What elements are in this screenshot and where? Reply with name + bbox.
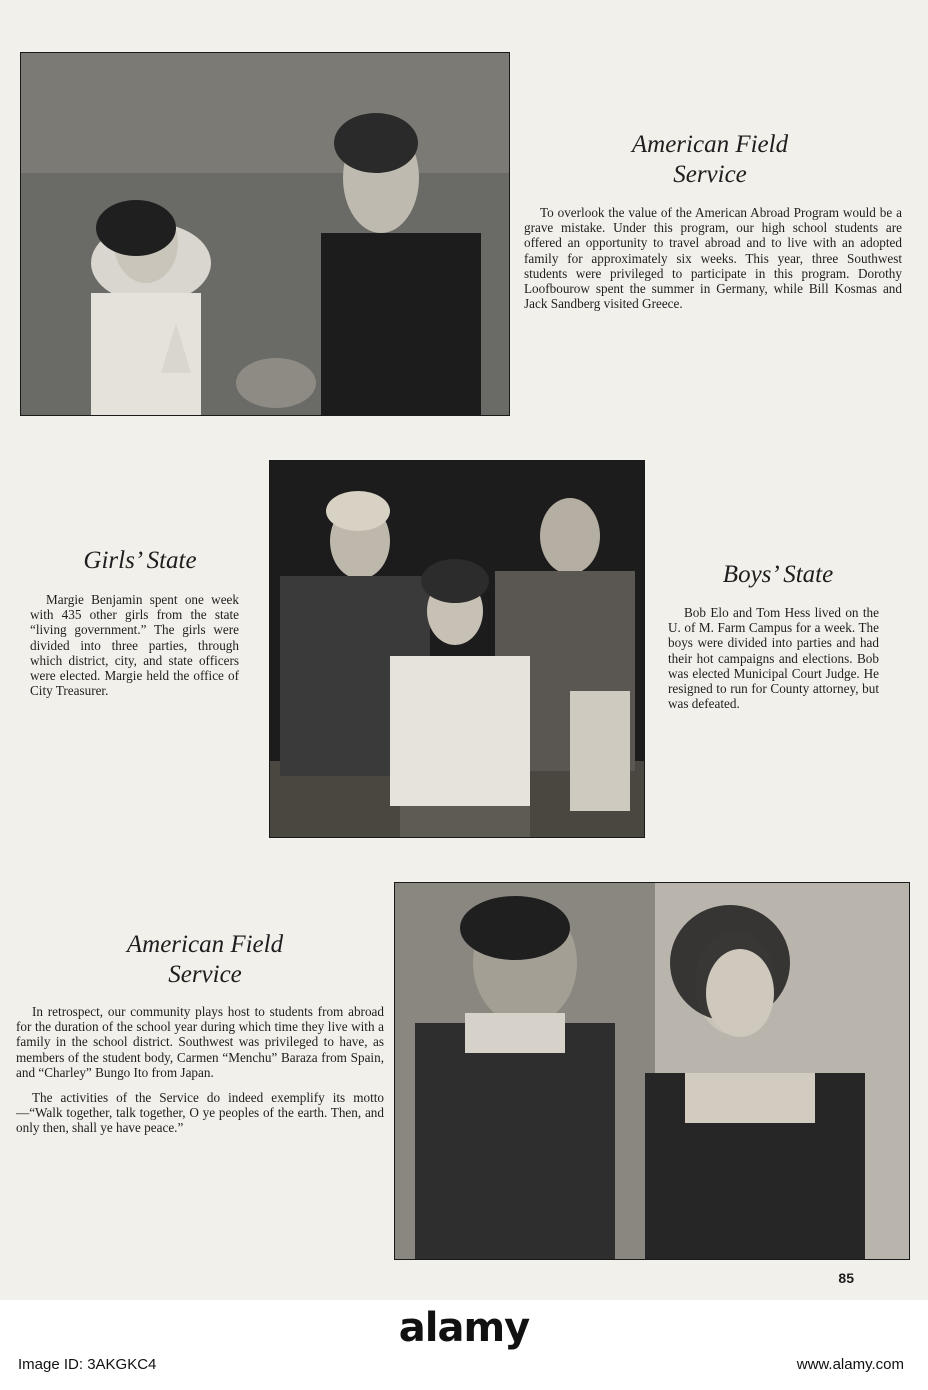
afs-top-heading [560, 130, 860, 190]
girls-state-paragraph: Margie Benjamin spent one week with 435 other girls from the state “living government.” The girls were divided into three parties, through which district, city, and state officers were elected. Margie held the office of City Treasurer. [30, 592, 239, 699]
girls-state-heading: Girls’ State [83, 547, 197, 574]
afs-top-heading-line1: American Field [631, 131, 789, 158]
afs-bottom-body [16, 1004, 384, 1136]
image-id: Image ID: 3AKGKC4 [18, 1356, 157, 1373]
girls-state-body [30, 592, 239, 698]
page-number: 85 [838, 1270, 854, 1286]
afs-bottom-heading-line1: American Field [126, 931, 284, 958]
site-url: www.alamy.com [796, 1356, 904, 1373]
afs-top-heading-line2: Service [673, 161, 747, 188]
photo-afs-students [20, 52, 510, 416]
alamy-logo: alamy [398, 1305, 530, 1351]
afs-top-body [524, 205, 902, 311]
afs-bottom-paragraph-1: In retrospect, our community plays host to students from abroad for the duration of the school year during which time they live with a family in the school district. Southwest was privileged to have, as members of the student body, Carmen “Menchu” Baraza from Spain, and “Charley” Bungo Ito from Japan. [16, 1004, 384, 1080]
boys-state-heading: Boys’ State [722, 561, 834, 588]
afs-bottom-heading [60, 930, 350, 990]
afs-bottom-paragraph-2: The activities of the Service do indeed exemplify its motto—“Walk together, talk together, O ye peoples of the earth. Then, and only then, shall ye have peace.” [16, 1090, 384, 1136]
boys-state-body [668, 605, 879, 711]
boys-state-paragraph: Bob Elo and Tom Hess lived on the U. of M. Farm Campus for a week. The boys were divided into parties and had their hot campaigns and elections. Bob was elected Municipal Court Judge. He resigned to run for County attorney, but was defeated. [668, 605, 879, 712]
photo-exchange-students [394, 882, 910, 1260]
afs-top-paragraph: To overlook the value of the American Abroad Program would be a grave mistake. Under this program, our high school students are offered an opportunity to travel abroad and to live with an adopted family for approximately six weeks. This year, three Southwest students were privileged to participate in this program. Dorothy Loofbourow spent the summer in Germany, while Bill Kosmas and Jack Sandberg visited Greece. [524, 205, 902, 312]
afs-bottom-heading-line2: Service [168, 961, 242, 988]
photo-state-delegates [269, 460, 645, 838]
